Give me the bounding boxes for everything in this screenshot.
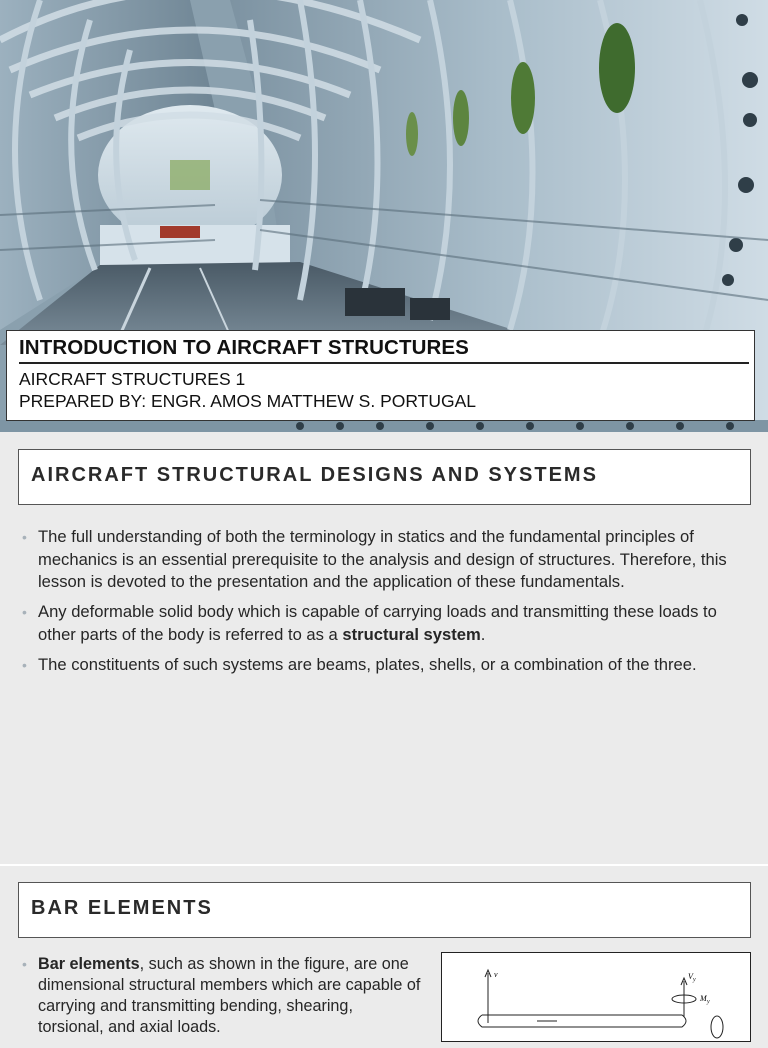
bullet-list: [22, 526, 752, 684]
bar-elements-slide: [0, 866, 768, 1036]
bullet-text: Any deformable solid body which is capable of carrying loads and transmitting these loads to other parts of the body is referred to as a: [38, 602, 717, 644]
bullet-text: , such as shown in the figure, are one dimensional structural members which are capable of carrying and transmitting bending, shearing, torsional, and axial loads.: [38, 955, 421, 1036]
bullet-list: [22, 954, 422, 1038]
subtitle: [19, 368, 476, 412]
section-heading: BAR ELEMENTS: [31, 897, 213, 919]
bar-body: [478, 1015, 686, 1027]
end-ellipse: [711, 1016, 723, 1038]
vy-label: V: [688, 972, 693, 981]
title-slide: [0, 0, 768, 432]
bullet-item: [22, 601, 752, 646]
my-subscript: y: [707, 999, 710, 1005]
bullet-item: [22, 954, 422, 1038]
bullet-item: • The full understanding of both the terminology in statics and the fundamental principles of mechanics is an essential prerequisite to the analysis and design of structures. Therefore, this lesson is devoted to the presentation and the application of these fundamentals.: [22, 526, 752, 594]
bullet-text: .: [480, 624, 486, 644]
bar-element-diagram: [442, 953, 752, 1043]
bold-term: structural system: [342, 624, 481, 644]
course-name: AIRCRAFT STRUCTURES 1: [19, 369, 246, 389]
section-heading-box: [18, 882, 751, 938]
vy-subscript: y: [693, 977, 696, 983]
bar-element-figure: [441, 952, 751, 1042]
structural-designs-slide: [0, 432, 768, 864]
title-box: [6, 330, 755, 421]
prepared-by: PREPARED BY: ENGR. AMOS MATTHEW S. PORTUGAL: [19, 391, 477, 411]
bold-term: Bar elements: [38, 955, 140, 973]
bullet-item: • The constituents of such systems are beams, plates, shells, or a combination of the three.: [22, 654, 752, 677]
section-heading-box: [18, 449, 751, 505]
presentation-title: INTRODUCTION TO AIRCRAFT STRUCTURES: [19, 336, 749, 364]
section-heading: AIRCRAFT STRUCTURAL DESIGNS AND SYSTEMS: [31, 464, 598, 486]
v-axis-label: v: [494, 970, 498, 979]
my-label: M: [700, 994, 707, 1003]
